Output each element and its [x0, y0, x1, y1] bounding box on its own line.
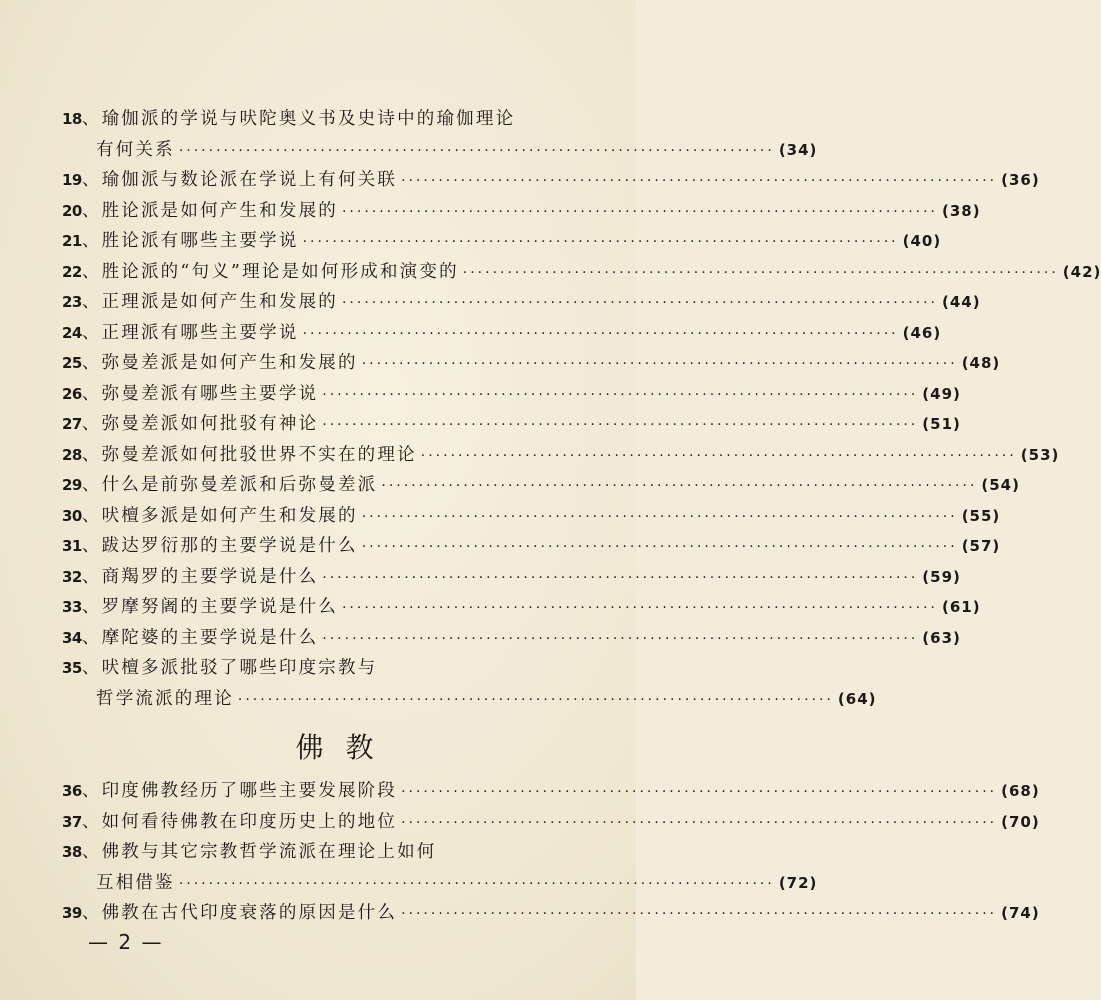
toc-entry: [62, 288, 981, 319]
toc-entry: [62, 808, 1040, 839]
toc-entry-number: 26: [62, 384, 82, 403]
toc-entry-title-continued: 哲学流派的理论: [96, 688, 234, 709]
toc-entry-number: 39: [62, 904, 82, 922]
toc-entry-title: 、什么是前弥曼差派和后弥曼差派: [81, 475, 378, 495]
toc-entry-number: 30: [62, 506, 82, 525]
toc-entry-number: 33: [62, 598, 82, 616]
dot-leader: ················································································: [322, 386, 919, 403]
toc-group-philosophy: [62, 105, 1101, 715]
dot-leader: ················································································: [237, 691, 834, 708]
toc-entry-title: 、正理派有哪些主要学说: [81, 322, 299, 343]
toc-entry-line: [62, 258, 1101, 289]
dot-leader: ················································································: [401, 814, 998, 831]
toc-entry: [62, 624, 961, 655]
toc-entry: [62, 593, 981, 624]
toc-entry-number: 27: [62, 415, 82, 433]
toc-entry-line: [62, 838, 607, 869]
dot-leader: ················································································: [302, 234, 899, 250]
toc-entry-line: [62, 166, 1040, 197]
toc-entry-title: 、胜论派有哪些主要学说: [81, 231, 299, 251]
dot-leader: ················································································: [401, 173, 998, 189]
toc-entry-number: 32: [62, 567, 82, 586]
toc-page-number: (72): [778, 873, 818, 892]
toc-page-number: (64): [837, 689, 877, 708]
toc-entry-line: [62, 349, 1001, 380]
toc-entry: [62, 654, 877, 715]
toc-page-number: (46): [902, 323, 942, 342]
toc-page-number: (42): [1062, 262, 1101, 281]
toc-entry-title: 、弥曼差派如何批驳世界不实在的理论: [81, 444, 417, 465]
toc-page-number: (61): [942, 598, 981, 616]
dot-leader: ················································································: [322, 417, 919, 433]
toc-entry-line: [62, 593, 981, 624]
dot-leader: ················································································: [341, 600, 938, 616]
toc-entry-line: [62, 227, 942, 258]
toc-entry-number: 25: [62, 354, 82, 372]
toc-page-number: (70): [1001, 812, 1040, 831]
dot-leader: ················································································: [341, 203, 938, 220]
toc-entry: [62, 227, 942, 258]
toc-entry: [62, 502, 1001, 533]
toc-entry-number: 18: [62, 110, 82, 128]
toc-entry-title: 、印度佛教经历了哪些主要发展阶段: [81, 781, 398, 801]
dot-leader: ················································································: [302, 325, 899, 342]
toc-entry: [62, 197, 981, 228]
toc-entry: [62, 777, 1040, 808]
toc-entry-line: [62, 502, 1001, 533]
toc-page-number: (49): [922, 384, 961, 403]
toc-entry: [62, 258, 1101, 289]
toc-page-number: (68): [1001, 782, 1040, 800]
toc-entry-title-continued: 互相借鉴: [96, 872, 175, 893]
dot-leader: ················································································: [381, 478, 978, 494]
toc-entry-line: [62, 532, 1001, 563]
toc-page-number: (38): [942, 201, 981, 220]
toc-page-number: (36): [1001, 171, 1040, 189]
toc-entry-number: 19: [62, 171, 82, 189]
toc-entry-title: 、佛教与其它宗教哲学流派在理论上如何: [81, 842, 437, 862]
toc-entry-line: [62, 471, 1020, 502]
toc-entry-continuation: [62, 685, 877, 716]
table-of-contents: [62, 105, 1101, 930]
toc-entry-line: [62, 777, 1040, 808]
toc-entry-line: [62, 899, 1040, 930]
toc-entry-title: 、弥曼差派是如何产生和发展的: [81, 353, 358, 373]
toc-page-number: (34): [778, 140, 818, 159]
toc-entry: [62, 838, 818, 899]
toc-entry-title: 、瑜伽派的学说与吠陀奥义书及史诗中的瑜伽理论: [81, 109, 516, 129]
toc-entry: [62, 166, 1040, 197]
toc-entry-number: 21: [62, 232, 82, 250]
toc-entry-title: 、商羯罗的主要学说是什么: [81, 566, 319, 587]
toc-entry-title: 、佛教在古代印度衰落的原因是什么: [81, 903, 398, 923]
dot-leader: ················································································: [178, 142, 775, 159]
toc-entry-number: 38: [62, 843, 82, 861]
toc-entry-number: 37: [62, 812, 82, 831]
toc-entry-line: [62, 441, 1060, 472]
toc-page-number: (48): [961, 354, 1001, 372]
toc-entry: [62, 899, 1040, 930]
toc-entry-number: 34: [62, 628, 82, 647]
toc-entry-number: 22: [62, 262, 82, 281]
toc-entry-line: [62, 808, 1040, 839]
toc-entry-line: [62, 624, 961, 655]
toc-entry-title: 、弥曼差派如何批驳有神论: [81, 414, 319, 434]
toc-entry-title: 、胜论派的“句义”理论是如何形成和演变的: [81, 261, 459, 282]
dot-leader: ················································································: [401, 906, 998, 922]
toc-page-number: (74): [1001, 904, 1040, 922]
toc-entry-title: 、瑜伽派与数论派在学说上有何关联: [81, 170, 398, 190]
toc-entry: [62, 410, 961, 441]
section-heading-buddhism: 佛教: [295, 731, 396, 764]
toc-page-number: (54): [981, 476, 1020, 494]
toc-entry-line: [62, 197, 981, 228]
toc-entry-title: 、摩陀婆的主要学说是什么: [81, 627, 319, 648]
dot-leader: ················································································: [401, 784, 998, 800]
toc-entry-title: 、跋达罗衍那的主要学说是什么: [81, 536, 358, 556]
toc-entry-line: [62, 563, 961, 594]
toc-entry-continuation: [62, 869, 818, 900]
toc-page-number: (55): [961, 506, 1001, 525]
dot-leader: ················································································: [462, 264, 1059, 281]
toc-entry: [62, 532, 1001, 563]
toc-entry-number: 31: [62, 537, 82, 555]
dot-leader: ················································································: [322, 630, 919, 647]
toc-entry: [62, 319, 942, 350]
dot-leader: ················································································: [361, 508, 958, 525]
toc-entry-number: 23: [62, 293, 82, 311]
toc-entry: [62, 441, 1060, 472]
toc-entry-number: 24: [62, 323, 82, 342]
toc-entry: [62, 349, 1001, 380]
toc-entry-title: 、吠檀多派批驳了哪些印度宗教与: [81, 658, 378, 678]
toc-entry-number: 29: [62, 476, 82, 494]
toc-entry-title-continued: 有何关系: [96, 139, 175, 160]
toc-entry-line: [62, 288, 981, 319]
toc-entry-title: 、胜论派是如何产生和发展的: [81, 200, 338, 221]
toc-page-number: (44): [942, 293, 981, 311]
toc-entry-title: 、罗摩努阇的主要学说是什么: [81, 597, 338, 617]
toc-entry-line: [62, 105, 607, 136]
dot-leader: ················································································: [341, 295, 938, 311]
toc-entry-number: 36: [62, 782, 82, 800]
toc-entry-title: 、弥曼差派有哪些主要学说: [81, 383, 319, 404]
toc-page-number: (53): [1020, 445, 1060, 464]
toc-entry: [62, 563, 961, 594]
toc-page-number: (63): [922, 628, 961, 647]
page-number-footer: — 2 —: [88, 930, 164, 954]
toc-entry: [62, 105, 818, 166]
toc-page-number: (57): [961, 537, 1001, 555]
toc-entry: [62, 380, 961, 411]
toc-entry-line: [62, 319, 942, 350]
dot-leader: ················································································: [361, 356, 958, 372]
toc-entry-title: 、吠檀多派是如何产生和发展的: [81, 505, 358, 526]
toc-entry-line: [62, 380, 961, 411]
toc-page-number: (40): [902, 232, 942, 250]
toc-entry-number: 28: [62, 445, 82, 464]
toc-entry-line: [62, 654, 607, 685]
toc-entry-line: [62, 410, 961, 441]
toc-group-buddhism: [62, 777, 1040, 930]
toc-entry-number: 20: [62, 201, 82, 220]
toc-entry-title: 、正理派是如何产生和发展的: [81, 292, 338, 312]
toc-entry-continuation: [62, 136, 818, 167]
toc-entry: [62, 471, 1020, 502]
toc-page-number: (59): [922, 567, 961, 586]
toc-entry-number: 35: [62, 659, 82, 677]
dot-leader: ················································································: [420, 447, 1017, 464]
dot-leader: ················································································: [322, 569, 919, 586]
dot-leader: ················································································: [361, 539, 958, 555]
toc-page-number: (51): [922, 415, 961, 433]
toc-entry-title: 、如何看待佛教在印度历史上的地位: [81, 811, 398, 832]
dot-leader: ················································································: [178, 875, 775, 892]
